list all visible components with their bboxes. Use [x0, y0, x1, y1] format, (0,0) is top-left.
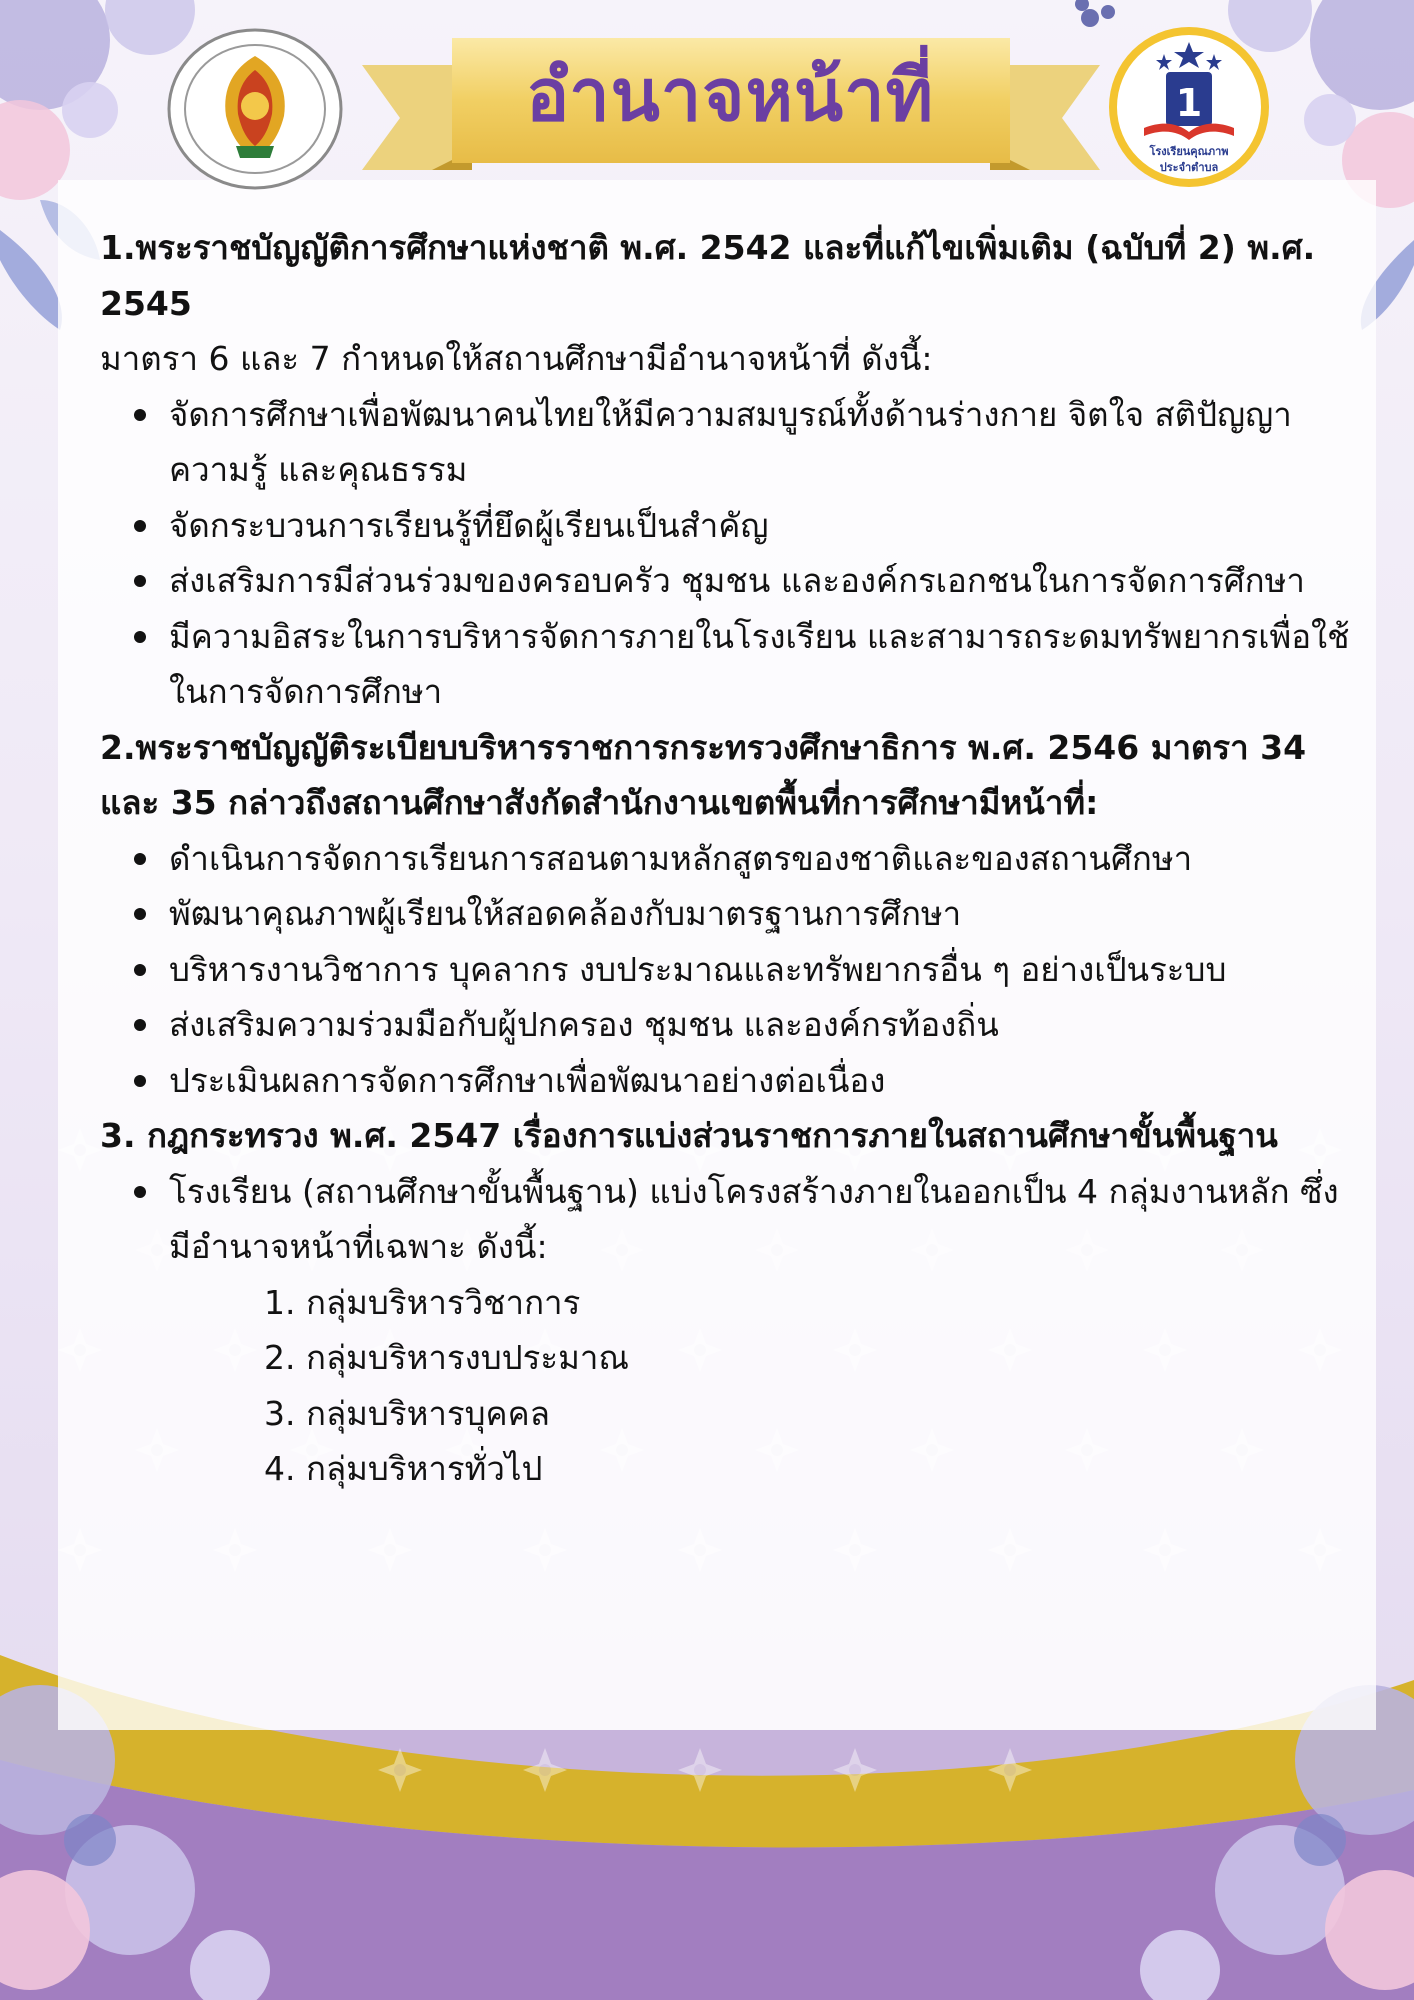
- group-item: 2. กลุ่มบริหารงบประมาณ: [264, 1338, 629, 1377]
- list-item: พัฒนาคุณภาพผู้เรียนให้สอดคล้องกับมาตรฐานการศึกษา: [169, 886, 1350, 942]
- group-item: 4. กลุ่มบริหารทั่วไป: [264, 1449, 543, 1488]
- badge-text-line2: ประจำตำบล: [1159, 161, 1219, 174]
- list-item: บริหารงานวิชาการ บุคลากร งบประมาณและทรัพยากรอื่น ๆ อย่างเป็นระบบ: [169, 942, 1350, 998]
- list-item: โรงเรียน (สถานศึกษาขั้นพื้นฐาน) แบ่งโครงสร้างภายในออกเป็น 4 กลุ่มงานหลัก ซึ่งมีอำนาจหน้าที่เฉพาะ ดังนี้:: [169, 1164, 1350, 1275]
- quality-school-badge: [1104, 24, 1274, 190]
- list-item: ประเมินผลการจัดการศึกษาเพื่อพัฒนาอย่างต่อเนื่อง: [169, 1053, 1350, 1109]
- section-1-list: [100, 387, 1350, 720]
- section-3-heading: 3. กฎกระทรวง พ.ศ. 2547 เรื่องการแบ่งส่วนราชการภายในสถานศึกษาขั้นพื้นฐาน: [100, 1116, 1278, 1155]
- page-title: อำนาจหน้าที่: [525, 53, 935, 137]
- svg-text:1: 1: [1175, 81, 1203, 125]
- section-2-heading: 2.พระราชบัญญัติระเบียบบริหารราชการกระทรวงศึกษาธิการ พ.ศ. 2546 มาตรา 34 และ 35 กล่าวถึงสถานศึกษาสังกัดสำนักงานเขตพื้นที่การศึกษามีหน้าที่:: [100, 727, 1307, 822]
- group-item: 1. กลุ่มบริหารวิชาการ: [264, 1282, 581, 1322]
- section-3-list: [100, 1164, 1350, 1275]
- content: [100, 220, 1350, 1497]
- section-1-intro: มาตรา 6 และ 7 กำหนดให้สถานศึกษามีอำนาจหน้าที่ ดังนี้:: [100, 339, 933, 378]
- list-item: จัดกระบวนการเรียนรู้ที่ยึดผู้เรียนเป็นสำคัญ: [169, 498, 1350, 554]
- badge-text-line1: โรงเรียนคุณภาพ: [1149, 145, 1229, 158]
- section-1-heading: 1.พระราชบัญญัติการศึกษาแห่งชาติ พ.ศ. 2542 และที่แก้ไขเพิ่มเติม (ฉบับที่ 2) พ.ศ. 2545: [100, 228, 1316, 323]
- section-2-list: [100, 831, 1350, 1109]
- list-item: ดำเนินการจัดการเรียนการสอนตามหลักสูตรของชาติและของสถานศึกษา: [169, 831, 1350, 887]
- group-item: 3. กลุ่มบริหารบุคคล: [264, 1393, 550, 1433]
- list-item: มีความอิสระในการบริหารจัดการภายในโรงเรียน และสามารถระดมทรัพยากรเพื่อใช้ในการจัดการศึกษา: [169, 609, 1350, 720]
- list-item: จัดการศึกษาเพื่อพัฒนาคนไทยให้มีความสมบูรณ์ทั้งด้านร่างกาย จิตใจ สติปัญญา ความรู้ และคุณธรรม: [169, 387, 1350, 498]
- list-item: ส่งเสริมการมีส่วนร่วมของครอบครัว ชุมชน และองค์กรเอกชนในการจัดการศึกษา: [169, 553, 1350, 609]
- school-seal-logo: [166, 28, 344, 190]
- list-item: ส่งเสริมความร่วมมือกับผู้ปกครอง ชุมชน และองค์กรท้องถิ่น: [169, 997, 1350, 1053]
